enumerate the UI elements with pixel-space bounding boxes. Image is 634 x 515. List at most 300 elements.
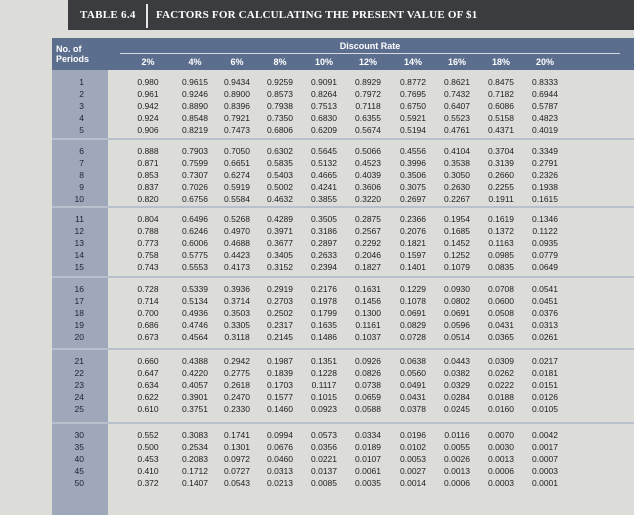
table-cell: 0.5339: [182, 284, 208, 294]
table-cell: 0.1839: [267, 368, 293, 378]
table-cell: 0.728: [137, 284, 159, 294]
table-cell: 0.0035: [355, 478, 381, 488]
table-cell: 0.0116: [444, 430, 470, 440]
period-number: 13: [74, 238, 84, 248]
table-cell: 0.7695: [400, 89, 426, 99]
table-cell: 0.773: [137, 238, 159, 248]
table-cell: 0.1229: [400, 284, 426, 294]
table-cell: 0.700: [137, 308, 159, 318]
table-cell: 0.0213: [267, 478, 293, 488]
table-cell: 0.4423: [224, 250, 250, 260]
period-number: 10: [74, 194, 84, 204]
table-cell: 0.3405: [267, 250, 293, 260]
rate-header-2: 6%: [230, 57, 244, 67]
period-number: 19: [74, 320, 84, 330]
period-number: 21: [74, 356, 84, 366]
table-cell: 0.0835: [488, 262, 514, 272]
table-cell: 0.1615: [532, 194, 558, 204]
period-number: 30: [74, 430, 84, 440]
group-separator: [52, 276, 634, 278]
table-cell: 0.0329: [444, 380, 470, 390]
table-cell: 0.410: [137, 466, 159, 476]
table-cell: 0.3503: [224, 308, 250, 318]
period-number: 5: [79, 125, 84, 135]
rate-header-1: 4%: [188, 57, 202, 67]
period-number: 22: [74, 368, 84, 378]
table-cell: 0.0676: [267, 442, 293, 452]
table-cell: 0.0151: [532, 380, 558, 390]
periods-column-header: No. of Periods: [56, 44, 90, 64]
table-cell: 0.8264: [311, 89, 337, 99]
rate-header-3: 8%: [273, 57, 287, 67]
period-number: 12: [74, 226, 84, 236]
table-cell: 0.0802: [444, 296, 470, 306]
rate-header-8: 18%: [491, 57, 510, 67]
table-cell: 0.3704: [488, 146, 514, 156]
table-cell: 0.804: [137, 214, 159, 224]
table-cell: 0.2697: [400, 194, 426, 204]
table-cell: 0.6944: [532, 89, 558, 99]
table-cell: 0.0085: [311, 478, 337, 488]
table-cell: 0.0826: [355, 368, 381, 378]
table-cell: 0.0727: [224, 466, 250, 476]
table-cell: 0.0189: [355, 442, 381, 452]
table-cell: 0.6246: [182, 226, 208, 236]
table-cell: 0.4388: [182, 356, 208, 366]
table-cell: 0.6651: [224, 158, 250, 168]
table-cell: 0.0728: [400, 332, 426, 342]
table-cell: 0.1372: [488, 226, 514, 236]
table-cell: 0.820: [137, 194, 159, 204]
table-cell: 0.0006: [488, 466, 514, 476]
table-cell: 0.5134: [182, 296, 208, 306]
group-separator: [52, 348, 634, 350]
table-cell: 0.2366: [400, 214, 426, 224]
table-cell: 0.1252: [444, 250, 470, 260]
table-cell: 0.2267: [444, 194, 470, 204]
table-cell: 0.2292: [355, 238, 381, 248]
table-cell: 0.8475: [488, 77, 514, 87]
table-cell: 0.3186: [311, 226, 337, 236]
table-cell: 0.3050: [444, 170, 470, 180]
table-cell: 0.8396: [224, 101, 250, 111]
table-cell: 0.1456: [355, 296, 381, 306]
period-number: 3: [79, 101, 84, 111]
table-cell: 0.837: [137, 182, 159, 192]
group-separator: [52, 422, 634, 424]
period-number: 17: [74, 296, 84, 306]
period-number: 24: [74, 392, 84, 402]
table-cell: 0.0994: [267, 430, 293, 440]
table-cell: 0.788: [137, 226, 159, 236]
table-cell: 0.2633: [311, 250, 337, 260]
table-cell: 0.0006: [444, 478, 470, 488]
table-cell: 0.1987: [267, 356, 293, 366]
period-number: 23: [74, 380, 84, 390]
table-cell: 0.7938: [267, 101, 293, 111]
table-cell: 0.3996: [400, 158, 426, 168]
table-cell: 0.0003: [488, 478, 514, 488]
table-label: TABLE 6.4: [80, 9, 136, 21]
table-cell: 0.0365: [488, 332, 514, 342]
table-cell: 0.0514: [444, 332, 470, 342]
table-cell: 0.0588: [355, 404, 381, 414]
table-cell: 0.0431: [488, 320, 514, 330]
table-cell: 0.8548: [182, 113, 208, 123]
table-cell: 0.714: [137, 296, 159, 306]
table-cell: 0.1079: [444, 262, 470, 272]
table-cell: 0.9259: [267, 77, 293, 87]
table-cell: 0.0284: [444, 392, 470, 402]
table-cell: 0.2326: [532, 170, 558, 180]
table-cell: 0.0061: [355, 466, 381, 476]
caption-divider: [146, 4, 148, 28]
table-cell: 0.3677: [267, 238, 293, 248]
table-cell: 0.3305: [224, 320, 250, 330]
period-number: 35: [74, 442, 84, 452]
table-cell: 0.1619: [488, 214, 514, 224]
table-cell: 0.1078: [400, 296, 426, 306]
table-cell: 0.743: [137, 262, 159, 272]
table-cell: 0.6274: [224, 170, 250, 180]
table-cell: 0.610: [137, 404, 159, 414]
table-cell: 0.3152: [267, 262, 293, 272]
table-cell: 0.1799: [311, 308, 337, 318]
period-number: 16: [74, 284, 84, 294]
table-cell: 0.0221: [311, 454, 337, 464]
table-cell: 0.2618: [224, 380, 250, 390]
table-cell: 0.4823: [532, 113, 558, 123]
table-cell: 0.1938: [532, 182, 558, 192]
table-cell: 0.1486: [311, 332, 337, 342]
table-cell: 0.0309: [488, 356, 514, 366]
table-cell: 0.8621: [444, 77, 470, 87]
table-cell: 0.1122: [532, 226, 558, 236]
table-cell: 0.0107: [355, 454, 381, 464]
table-cell: 0.0382: [444, 368, 470, 378]
table-cell: 0.4556: [400, 146, 426, 156]
table-cell: 0.9434: [224, 77, 250, 87]
table-cell: 0.5919: [224, 182, 250, 192]
table-cell: 0.8573: [267, 89, 293, 99]
table-cell: 0.0356: [311, 442, 337, 452]
table-cell: 0.7599: [182, 158, 208, 168]
table-cell: 0.2942: [224, 356, 250, 366]
table-cell: 0.0137: [311, 466, 337, 476]
table-cell: 0.871: [137, 158, 159, 168]
table-cell: 0.5066: [355, 146, 381, 156]
table-cell: 0.0638: [400, 356, 426, 366]
table-cell: 0.0443: [444, 356, 470, 366]
table-cell: 0.0313: [532, 320, 558, 330]
table-cell: 0.0596: [444, 320, 470, 330]
table-cell: 0.8333: [532, 77, 558, 87]
period-number: 14: [74, 250, 84, 260]
table-cell: 0.1407: [182, 478, 208, 488]
table-cell: 0.6496: [182, 214, 208, 224]
table-cell: 0.0160: [488, 404, 514, 414]
table-cell: 0.7513: [311, 101, 337, 111]
table-cell: 0.0972: [224, 454, 250, 464]
table-cell: 0.2775: [224, 368, 250, 378]
table-cell: 0.906: [137, 125, 159, 135]
table-cell: 0.1460: [267, 404, 293, 414]
period-number: 25: [74, 404, 84, 414]
table-cell: 0.3118: [224, 332, 250, 342]
table-cell: 0.0491: [400, 380, 426, 390]
table-cell: 0.3855: [311, 194, 337, 204]
table-cell: 0.0042: [532, 430, 558, 440]
table-cell: 0.0691: [400, 308, 426, 318]
table-cell: 0.0451: [532, 296, 558, 306]
table-cell: 0.9246: [182, 89, 208, 99]
table-cell: 0.1346: [532, 214, 558, 224]
table-cell: 0.5835: [267, 158, 293, 168]
table-cell: 0.8900: [224, 89, 250, 99]
table-cell: 0.0222: [488, 380, 514, 390]
table-cell: 0.0105: [532, 404, 558, 414]
table-cell: 0.2875: [355, 214, 381, 224]
period-number: 20: [74, 332, 84, 342]
table-cell: 0.4665: [311, 170, 337, 180]
table-cell: 0.2255: [488, 182, 514, 192]
table-cell: 0.3139: [488, 158, 514, 168]
discount-rate-underline: [120, 53, 620, 54]
table-cell: 0.4019: [532, 125, 558, 135]
table-cell: 0.0923: [311, 404, 337, 414]
table-cell: 0.3075: [400, 182, 426, 192]
table-cell: 0.0935: [532, 238, 558, 248]
table-cell: 0.2317: [267, 320, 293, 330]
table-cell: 0.0013: [488, 454, 514, 464]
table-cell: 0.0573: [311, 430, 337, 440]
table-cell: 0.1452: [444, 238, 470, 248]
table-cell: 0.0829: [400, 320, 426, 330]
period-number: 4: [79, 113, 84, 123]
table-cell: 0.8772: [400, 77, 426, 87]
table-cell: 0.4057: [182, 380, 208, 390]
period-number: 6: [79, 146, 84, 156]
table-cell: 0.5553: [182, 262, 208, 272]
rate-header-5: 12%: [358, 57, 377, 67]
table-cell: 0.8890: [182, 101, 208, 111]
table-cell: 0.453: [137, 454, 159, 464]
table-cell: 0.500: [137, 442, 159, 452]
table-cell: 0.552: [137, 430, 159, 440]
table-cell: 0.0659: [355, 392, 381, 402]
table-cell: 0.1577: [267, 392, 293, 402]
table-cell: 0.7921: [224, 113, 250, 123]
table-cell: 0.0600: [488, 296, 514, 306]
table-cell: 0.5921: [400, 113, 426, 123]
table-cell: 0.0779: [532, 250, 558, 260]
table-cell: 0.3220: [355, 194, 381, 204]
table-cell: 0.1117: [311, 380, 337, 390]
table-cell: 0.4371: [488, 125, 514, 135]
table-cell: 0.0013: [444, 466, 470, 476]
period-number: 2: [79, 89, 84, 99]
table-cell: 0.5158: [488, 113, 514, 123]
table-cell: 0.3936: [224, 284, 250, 294]
table-cell: 0.5523: [444, 113, 470, 123]
table-cell: 0.2470: [224, 392, 250, 402]
period-number: 15: [74, 262, 84, 272]
table-cell: 0.1827: [355, 262, 381, 272]
table-cell: 0.7432: [444, 89, 470, 99]
table-cell: 0.5775: [182, 250, 208, 260]
table-cell: 0.7972: [355, 89, 381, 99]
rate-header-9: 20%: [535, 57, 554, 67]
table-cell: 0.1631: [355, 284, 381, 294]
table-cell: 0.4220: [182, 368, 208, 378]
table-cell: 0.853: [137, 170, 159, 180]
table-cell: 0.3538: [444, 158, 470, 168]
table-cell: 0.1703: [267, 380, 293, 390]
table-cell: 0.0188: [488, 392, 514, 402]
table-cell: 0.2145: [267, 332, 293, 342]
table-cell: 0.1015: [311, 392, 337, 402]
table-cell: 0.660: [137, 356, 159, 366]
table-cell: 0.686: [137, 320, 159, 330]
table-cell: 0.0017: [532, 442, 558, 452]
table-cell: 0.1401: [400, 262, 426, 272]
table-cell: 0.3714: [224, 296, 250, 306]
table-cell: 0.1741: [224, 430, 250, 440]
table-cell: 0.5268: [224, 214, 250, 224]
table-cell: 0.2630: [444, 182, 470, 192]
table-cell: 0.3083: [182, 430, 208, 440]
table-cell: 0.3901: [182, 392, 208, 402]
rate-header-0: 2%: [141, 57, 155, 67]
table-cell: 0.0262: [488, 368, 514, 378]
table-cell: 0.1978: [311, 296, 337, 306]
table-cell: 0.942: [137, 101, 159, 111]
table-cell: 0.2502: [267, 308, 293, 318]
table-cell: 0.0181: [532, 368, 558, 378]
table-cell: 0.0001: [532, 478, 558, 488]
table-cell: 0.3751: [182, 404, 208, 414]
table-cell: 0.0431: [400, 392, 426, 402]
table-cell: 0.0378: [400, 404, 426, 414]
table-cell: 0.3606: [355, 182, 381, 192]
table-cell: 0.3971: [267, 226, 293, 236]
period-number: 40: [74, 454, 84, 464]
table-cell: 0.1163: [488, 238, 514, 248]
table-cell: 0.5645: [311, 146, 337, 156]
rate-header-7: 16%: [447, 57, 466, 67]
table-cell: 0.0070: [488, 430, 514, 440]
table-cell: 0.0691: [444, 308, 470, 318]
table-cell: 0.5674: [355, 125, 381, 135]
table-cell: 0.1161: [355, 320, 381, 330]
table-title: FACTORS FOR CALCULATING THE PRESENT VALUE OF $1: [156, 9, 478, 21]
table-cell: 0.0245: [444, 404, 470, 414]
table-cell: 0.4241: [311, 182, 337, 192]
table-cell: 0.0708: [488, 284, 514, 294]
table-cell: 0.7350: [267, 113, 293, 123]
table-cell: 0.7026: [182, 182, 208, 192]
table-cell: 0.4761: [444, 125, 470, 135]
table-cell: 0.758: [137, 250, 159, 260]
table-cell: 0.0217: [532, 356, 558, 366]
period-number: 9: [79, 182, 84, 192]
table-cell: 0.0930: [444, 284, 470, 294]
table-cell: 0.4970: [224, 226, 250, 236]
table-cell: 0.4746: [182, 320, 208, 330]
table-cell: 0.1351: [311, 356, 337, 366]
table-cell: 0.0541: [532, 284, 558, 294]
table-cell: 0.2330: [224, 404, 250, 414]
table-cell: 0.0003: [532, 466, 558, 476]
table-cell: 0.2046: [355, 250, 381, 260]
table-cell: 0.1300: [355, 308, 381, 318]
table-cell: 0.7182: [488, 89, 514, 99]
table-cell: 0.9615: [182, 77, 208, 87]
table-cell: 0.673: [137, 332, 159, 342]
rate-header-4: 10%: [314, 57, 333, 67]
table-cell: 0.1911: [488, 194, 514, 204]
table-cell: 0.622: [137, 392, 159, 402]
table-cell: 0.888: [137, 146, 159, 156]
table-cell: 0.3505: [311, 214, 337, 224]
table-cell: 0.2083: [182, 454, 208, 464]
table-cell: 0.0027: [400, 466, 426, 476]
table-cell: 0.5002: [267, 182, 293, 192]
table-cell: 0.1597: [400, 250, 426, 260]
group-separator: [52, 206, 634, 208]
table-cell: 0.6086: [488, 101, 514, 111]
table-cell: 0.4289: [267, 214, 293, 224]
table-cell: 0.4039: [355, 170, 381, 180]
table-cell: 0.5787: [532, 101, 558, 111]
table-cell: 0.7118: [355, 101, 381, 111]
table-cell: 0.6006: [182, 238, 208, 248]
table-cell: 0.0926: [355, 356, 381, 366]
table-cell: 0.6806: [267, 125, 293, 135]
table-cell: 0.8219: [182, 125, 208, 135]
table-cell: 0.372: [137, 478, 159, 488]
table-cell: 0.980: [137, 77, 159, 87]
table-cell: 0.1635: [311, 320, 337, 330]
table-cell: 0.2534: [182, 442, 208, 452]
table-cell: 0.0985: [488, 250, 514, 260]
table-cell: 0.0053: [400, 454, 426, 464]
table-cell: 0.5584: [224, 194, 250, 204]
table-cell: 0.2176: [311, 284, 337, 294]
table-cell: 0.0126: [532, 392, 558, 402]
table-cell: 0.4564: [182, 332, 208, 342]
table-cell: 0.4688: [224, 238, 250, 248]
table-cell: 0.6302: [267, 146, 293, 156]
table-cell: 0.7307: [182, 170, 208, 180]
table-cell: 0.1685: [444, 226, 470, 236]
table-cell: 0.0508: [488, 308, 514, 318]
group-separator: [52, 138, 634, 140]
table-cell: 0.2660: [488, 170, 514, 180]
table-cell: 0.1037: [355, 332, 381, 342]
period-number: 8: [79, 170, 84, 180]
table-cell: 0.0014: [400, 478, 426, 488]
discount-rate-header: Discount Rate: [339, 41, 401, 51]
table-cell: 0.2076: [400, 226, 426, 236]
table-cell: 0.0026: [444, 454, 470, 464]
table-cell: 0.3506: [400, 170, 426, 180]
table-cell: 0.6750: [400, 101, 426, 111]
table-cell: 0.1954: [444, 214, 470, 224]
table-cell: 0.7903: [182, 146, 208, 156]
table-cell: 0.4104: [444, 146, 470, 156]
table-cell: 0.0196: [400, 430, 426, 440]
